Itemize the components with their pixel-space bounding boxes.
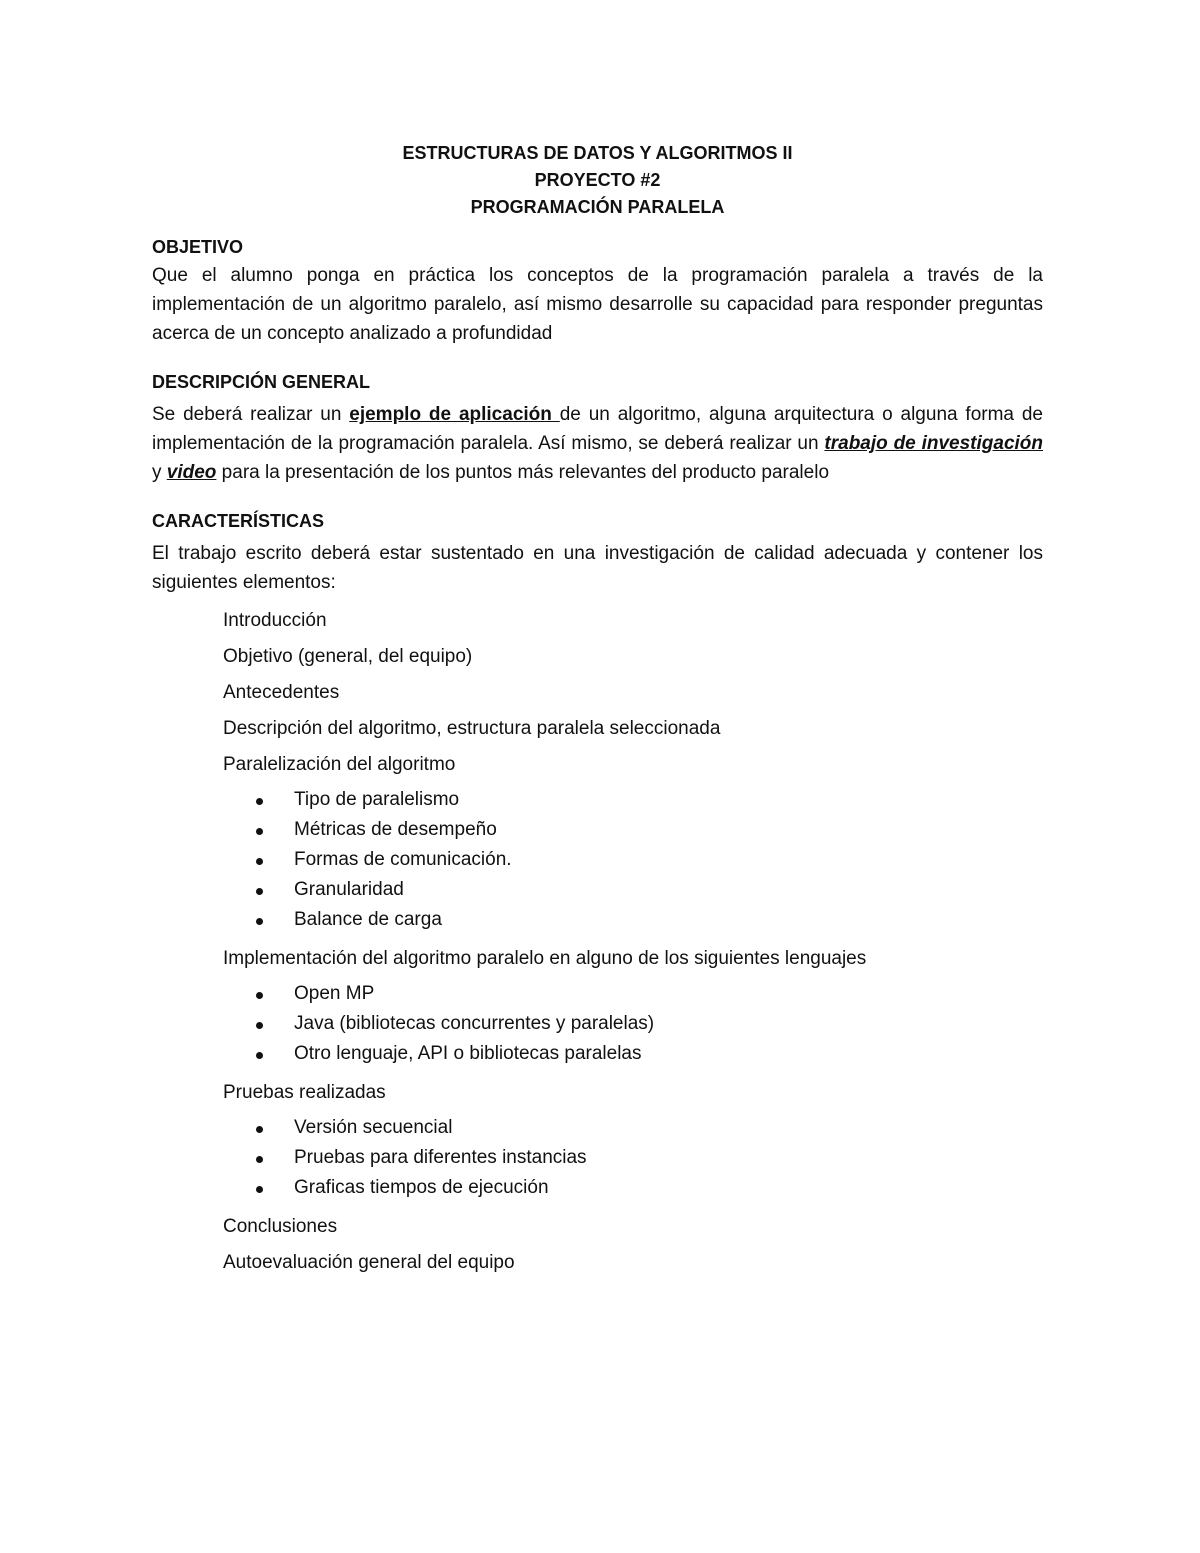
bullet-icon [256, 1186, 263, 1193]
objetivo-heading: OBJETIVO [152, 237, 244, 257]
caracteristicas-intro: El trabajo escrito deberá estar sustentado en una investigación de calidad adecuada y contener los siguientes elementos: [152, 543, 1043, 593]
project-number: PROYECTO #2 [534, 170, 661, 190]
bullet-text: Open MP [294, 983, 375, 1004]
item-conclusiones: Conclusiones [223, 1216, 338, 1237]
bullet-icon [256, 1156, 263, 1163]
bullet-icon [256, 888, 263, 895]
elements-list [223, 603, 1043, 1281]
bullet-text: Formas de comunicación. [294, 849, 512, 870]
bullet-text: Graficas tiempos de ejecución [294, 1177, 549, 1198]
descripcion-text [152, 400, 1043, 487]
descripcion-text-2: de un algoritmo, alguna arquitectura o alguna forma de implementación de la programación paralela. Así mismo, se deberá realizar un [152, 404, 1043, 454]
list-item [223, 905, 1043, 935]
bullet-icon [256, 1022, 263, 1029]
list-item [223, 815, 1043, 845]
item-antecedentes: Antecedentes [223, 682, 340, 703]
list-item [223, 845, 1043, 875]
implementacion-bullets [223, 979, 1043, 1069]
list-item [223, 785, 1043, 815]
bullet-text: Métricas de desempeño [294, 819, 497, 840]
bullet-icon [256, 992, 263, 999]
item-objetivo: Objetivo (general, del equipo) [223, 646, 473, 667]
document-title [152, 140, 1043, 221]
bullet-text: Granularidad [294, 879, 404, 900]
item-descripcion: Descripción del algoritmo, estructura paralela seleccionada [223, 718, 721, 739]
emphasis-trabajo: trabajo de investigación [824, 433, 1043, 454]
bullet-icon [256, 828, 263, 835]
document-content [152, 140, 1043, 1281]
item-introduccion: Introducción [223, 610, 327, 631]
item-autoevaluacion: Autoevaluación general del equipo [223, 1252, 515, 1273]
list-item [223, 1009, 1043, 1039]
bullet-text: Tipo de paralelismo [294, 789, 460, 810]
list-item [223, 1113, 1043, 1143]
bullet-icon [256, 858, 263, 865]
bullet-text: Otro lenguaje, API o bibliotecas paralelas [294, 1043, 642, 1064]
item-paralelizacion: Paralelización del algoritmo [223, 754, 456, 775]
bullet-text: Versión secuencial [294, 1117, 453, 1138]
paralelizacion-bullets [223, 785, 1043, 935]
emphasis-video: video [166, 462, 217, 483]
bullet-text: Pruebas para diferentes instancias [294, 1147, 587, 1168]
bullet-text: Java (bibliotecas concurrentes y paralelas) [294, 1013, 655, 1034]
bullet-text: Balance de carga [294, 909, 442, 930]
caracteristicas-heading: CARACTERÍSTICAS [152, 511, 325, 531]
emphasis-ejemplo: ejemplo de aplicación [349, 404, 560, 425]
list-item [223, 979, 1043, 1009]
bullet-icon [256, 798, 263, 805]
bullet-icon [256, 1052, 263, 1059]
bullet-icon [256, 1126, 263, 1133]
item-implementacion: Implementación del algoritmo paralelo en alguno de los siguientes lenguajes [223, 948, 867, 969]
bullet-icon [256, 918, 263, 925]
item-pruebas: Pruebas realizadas [223, 1082, 386, 1103]
descripcion-text-4: para la presentación de los puntos más relevantes del producto paralelo [216, 462, 830, 483]
course-title: ESTRUCTURAS DE DATOS Y ALGORITMOS II [402, 143, 793, 163]
list-item [223, 1039, 1043, 1069]
pruebas-bullets [223, 1113, 1043, 1203]
objetivo-text: Que el alumno ponga en práctica los conceptos de la programación paralela a través de la implementación de un algoritmo paralelo, así mismo desarrolle su capacidad para responder preguntas acerca de un concepto analizado a profundidad [152, 265, 1043, 344]
project-topic: PROGRAMACIÓN PARALELA [470, 197, 725, 217]
list-item [223, 875, 1043, 905]
list-item [223, 1173, 1043, 1203]
descripcion-text-1: Se deberá realizar un [152, 404, 350, 425]
descripcion-text-3: y [152, 462, 167, 483]
list-item [223, 1143, 1043, 1173]
descripcion-heading: DESCRIPCIÓN GENERAL [152, 372, 371, 392]
